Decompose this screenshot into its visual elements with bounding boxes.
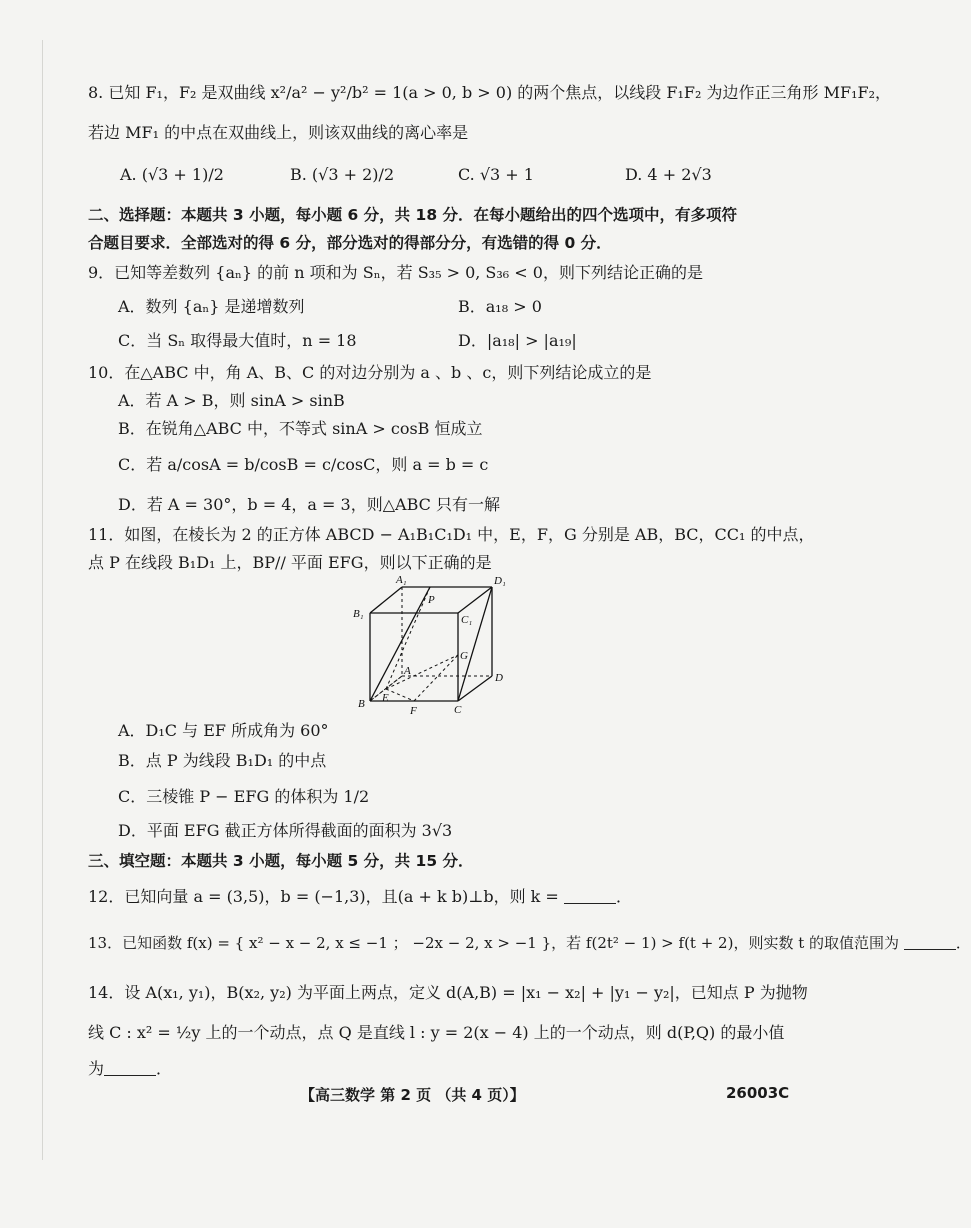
label-c: C bbox=[454, 704, 462, 716]
q14-answer-blank[interactable] bbox=[104, 1059, 156, 1076]
q11-option-c: C．三棱锥 P − EFG 的体积为 1/2 bbox=[118, 787, 370, 806]
q10-option-d: D．若 A = 30°，b = 4，a = 3，则△ABC 只有一解 bbox=[118, 495, 500, 514]
q14-tail: ． bbox=[156, 1059, 173, 1078]
label-a1: A₁ bbox=[396, 574, 407, 586]
q14-line1: 14．设 A(x₁, y₁)，B(x₂, y₂) 为平面上两点，定义 d(A,B) = |x₁ − x₂| + |y₁ − y₂|，已知点 P 为抛物 bbox=[88, 983, 808, 1002]
label-p: P bbox=[428, 594, 435, 606]
footer-code: 26003C bbox=[726, 1084, 790, 1102]
label-d: D bbox=[495, 672, 503, 684]
q8-option-c: C. √3 + 1 bbox=[458, 165, 534, 184]
q14-text: 为 bbox=[88, 1059, 105, 1078]
q9-option-a: A．数列 {aₙ} 是递增数列 bbox=[118, 297, 305, 316]
q11-stem-line2: 点 P 在线段 B₁D₁ 上，BP// 平面 EFG，则以下正确的是 bbox=[88, 553, 492, 572]
label-d1: D₁ bbox=[494, 575, 506, 587]
q13-text: 13．已知函数 f(x) = { x² − x − 2, x ≤ −1 ； −2x − 2, x > −1 }，若 f(2t² − 1) > f(t + 2)，则实数 t 的取值范围为 bbox=[88, 934, 900, 952]
q9-option-c: C．当 Sₙ 取得最大值时，n = 18 bbox=[118, 331, 357, 350]
q11-option-d: D．平面 EFG 截正方体所得截面的面积为 3√3 bbox=[118, 821, 453, 840]
q11-stem-line1: 11．如图，在棱长为 2 的正方体 ABCD − A₁B₁C₁D₁ 中，E，F，G 分别是 AB，BC，CC₁ 的中点， bbox=[88, 525, 815, 544]
q9-option-d: D．|a₁₈| > |a₁₉| bbox=[458, 331, 577, 350]
q12-tail: ． bbox=[615, 887, 632, 906]
q9-option-b: B．a₁₈ > 0 bbox=[458, 297, 542, 316]
q10-option-a: A．若 A > B，则 sinA > sinB bbox=[118, 391, 345, 410]
q12-answer-blank[interactable] bbox=[564, 887, 616, 904]
label-g: G bbox=[460, 650, 468, 662]
q13 bbox=[88, 930, 971, 956]
q12 bbox=[88, 884, 827, 910]
q13-tail: ． bbox=[955, 934, 971, 952]
label-e: E bbox=[382, 692, 389, 704]
section3-heading: 三、填空题：本题共 3 小题，每小题 5 分，共 15 分． bbox=[88, 852, 474, 870]
q12-text: 12．已知向量 a = (3,5)，b = (−1,3)，且(a + k b)⊥b，则 k = bbox=[88, 887, 559, 906]
cube-figure bbox=[350, 573, 510, 723]
q8-option-d: D. 4 + 2√3 bbox=[625, 165, 712, 184]
label-a: A bbox=[404, 665, 411, 677]
section2-heading-line2: 合题目要求．全部选对的得 6 分，部分选对的得部分分，有选错的得 0 分． bbox=[88, 234, 612, 252]
label-b: B bbox=[358, 698, 365, 710]
q10-option-b: B．在锐角△ABC 中，不等式 sinA > cosB 恒成立 bbox=[118, 419, 483, 438]
label-c1: C₁ bbox=[461, 614, 473, 626]
label-b1: B₁ bbox=[353, 608, 364, 620]
q14-line3 bbox=[88, 1056, 827, 1082]
q11-option-b: B．点 P 为线段 B₁D₁ 的中点 bbox=[118, 751, 327, 770]
footer-page-info: 【高三数学 第 2 页 （共 4 页）】 bbox=[300, 1086, 525, 1104]
q10-stem: 10．在△ABC 中，角 A、B、C 的对边分别为 a 、b 、c，则下列结论成立的是 bbox=[88, 363, 652, 382]
section2-heading-line1: 二、选择题：本题共 3 小题，每小题 6 分，共 18 分．在每小题给出的四个选项中，有多项符 bbox=[88, 206, 738, 224]
q14-line2: 线 C : x² = ½y 上的一个动点，点 Q 是直线 l : y = 2(x − 4) 上的一个动点，则 d(P,Q) 的最小值 bbox=[88, 1023, 785, 1042]
q11-option-a: A．D₁C 与 EF 所成角为 60° bbox=[118, 721, 329, 740]
q8-option-a: A. (√3 + 1)/2 bbox=[120, 165, 224, 184]
q8-option-b: B. (√3 + 2)/2 bbox=[290, 165, 395, 184]
label-f: F bbox=[410, 705, 417, 717]
binding-margin-line bbox=[42, 40, 43, 1160]
q9-stem: 9．已知等差数列 {aₙ} 的前 n 项和为 Sₙ，若 S₃₅ > 0, S₃₆ < 0，则下列结论正确的是 bbox=[88, 263, 703, 282]
q8-line1: 8. 已知 F₁，F₂ 是双曲线 x²/a² − y²/b² = 1(a > 0, b > 0) 的两个焦点，以线段 F₁F₂ 为边作正三角形 MF₁F₂， bbox=[88, 83, 892, 102]
q8-line2: 若边 MF₁ 的中点在双曲线上，则该双曲线的离心率是 bbox=[88, 123, 469, 142]
q10-option-c: C．若 a/cosA = b/cosB = c/cosC，则 a = b = c bbox=[118, 455, 489, 474]
q13-answer-blank[interactable] bbox=[904, 933, 956, 950]
